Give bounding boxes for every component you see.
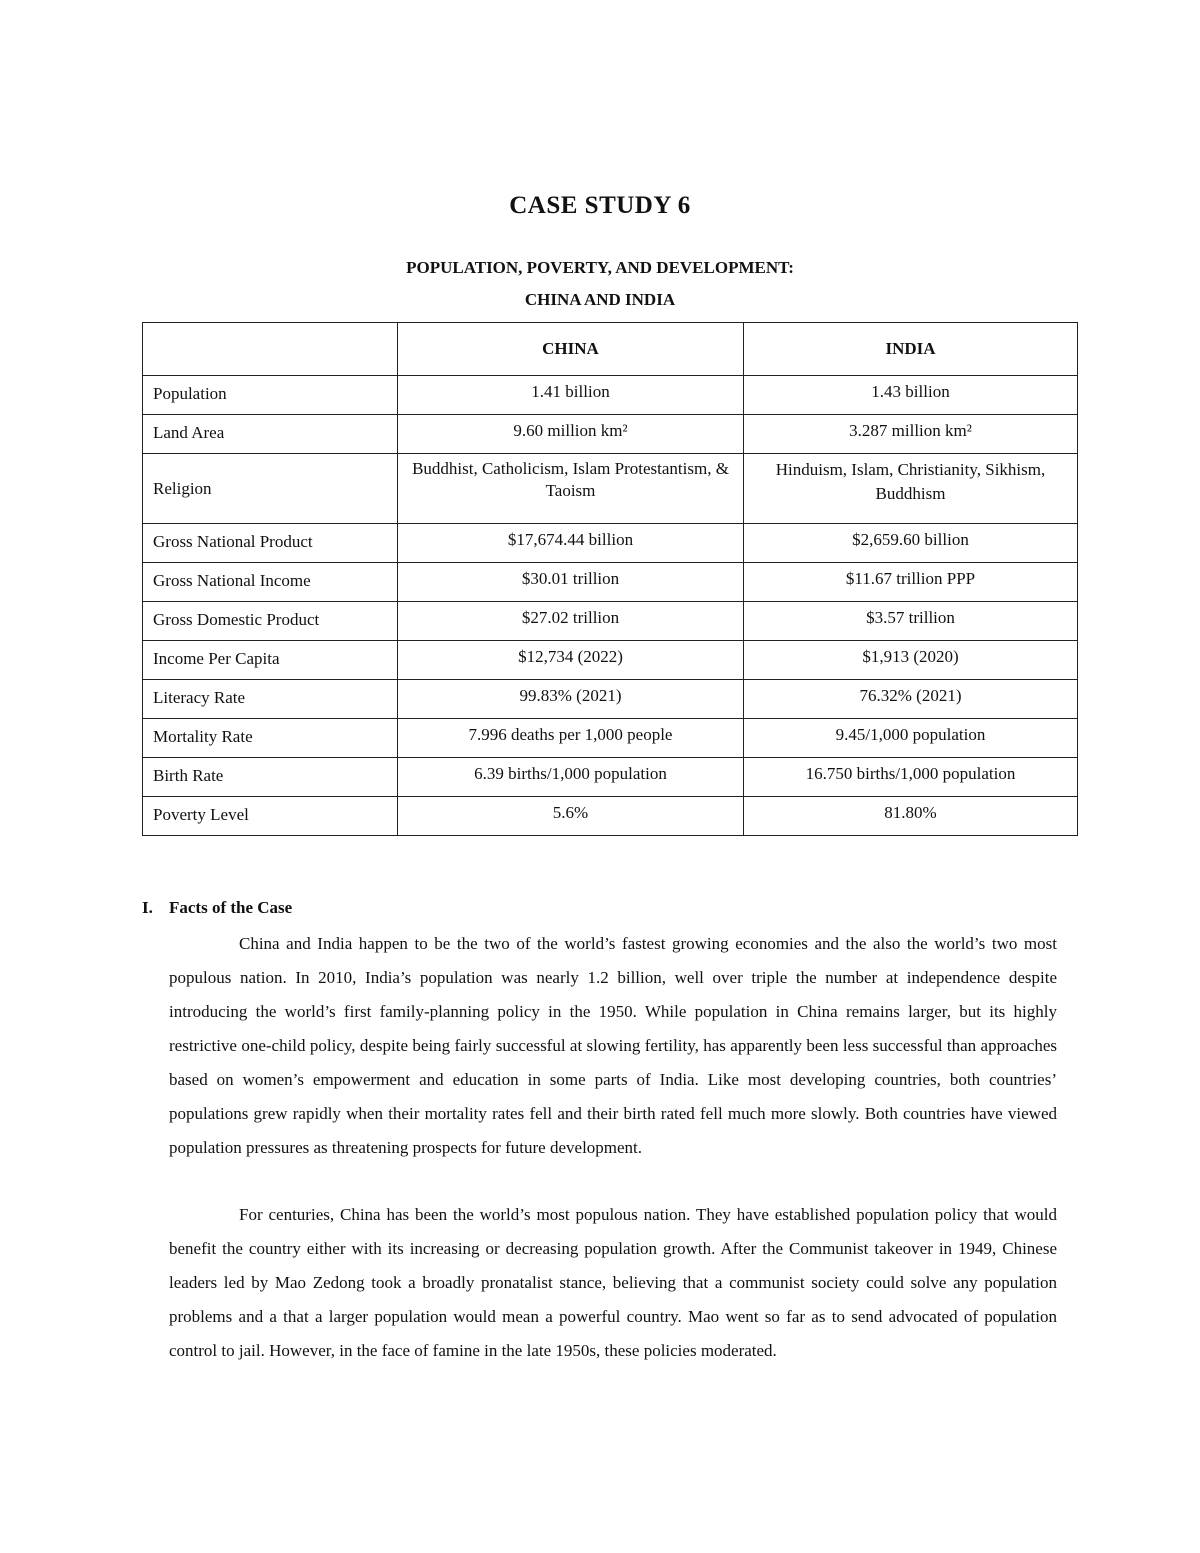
section-number: I. xyxy=(142,898,153,917)
paragraph: For centuries, China has been the world’s most populous nation. They have established population policy that would benefit the country either with its increasing or decreasing population growth. After the Communist takeover in 1949, Chinese leaders led by Mao Zedong took a broadly pronatalist stance, believing that a communist society could solve any population problems and a that a larger population would mean a powerful country. Mao went so far as to send advocated of population control to jail. However, in the face of famine in the late 1950s, these policies moderated. xyxy=(169,1205,1057,1360)
table-row xyxy=(143,641,1078,680)
row-label: Income Per Capita xyxy=(143,641,398,680)
china-value: 1.41 billion xyxy=(398,376,744,415)
india-value: 1.43 billion xyxy=(744,376,1078,415)
header-empty-cell xyxy=(143,323,398,376)
row-label: Birth Rate xyxy=(143,758,398,797)
table-row xyxy=(143,797,1078,836)
india-value: $11.67 trillion PPP xyxy=(744,563,1078,602)
india-value: 9.45/1,000 population xyxy=(744,719,1078,758)
header-china: CHINA xyxy=(398,323,744,376)
table-row xyxy=(143,719,1078,758)
row-label: Land Area xyxy=(143,415,398,454)
india-value: 3.287 million km² xyxy=(744,415,1078,454)
china-value: 99.83% (2021) xyxy=(398,680,744,719)
row-label: Mortality Rate xyxy=(143,719,398,758)
row-label: Gross National Income xyxy=(143,563,398,602)
row-label: Population xyxy=(143,376,398,415)
row-label: Gross Domestic Product xyxy=(143,602,398,641)
china-value: 7.996 deaths per 1,000 people xyxy=(398,719,744,758)
india-value: 76.32% (2021) xyxy=(744,680,1078,719)
table-row xyxy=(143,563,1078,602)
comparison-table xyxy=(142,322,1078,836)
china-value: $17,674.44 billion xyxy=(398,524,744,563)
india-value: $3.57 trillion xyxy=(744,602,1078,641)
china-value: 9.60 million km² xyxy=(398,415,744,454)
row-label: Religion xyxy=(143,454,398,524)
subtitle-line-2: CHINA AND INDIA xyxy=(524,290,676,309)
india-value: $2,659.60 billion xyxy=(744,524,1078,563)
table-row xyxy=(143,680,1078,719)
china-value: $27.02 trillion xyxy=(398,602,744,641)
row-label: Poverty Level xyxy=(143,797,398,836)
table-row xyxy=(143,376,1078,415)
table-row xyxy=(143,415,1078,454)
table-header-row xyxy=(143,323,1078,376)
china-value: 5.6% xyxy=(398,797,744,836)
section-heading-text: Facts of the Case xyxy=(169,898,293,917)
china-value: $30.01 trillion xyxy=(398,563,744,602)
page-title: CASE STUDY 6 xyxy=(509,192,691,219)
row-label: Gross National Product xyxy=(143,524,398,563)
table-row xyxy=(143,454,1078,524)
table-row xyxy=(143,524,1078,563)
india-value: 81.80% xyxy=(744,797,1078,836)
china-value: $12,734 (2022) xyxy=(398,641,744,680)
table-row xyxy=(143,758,1078,797)
section-heading xyxy=(142,898,292,918)
row-label: Literacy Rate xyxy=(143,680,398,719)
table-row xyxy=(143,602,1078,641)
subtitle-line-1: POPULATION, POVERTY, AND DEVELOPMENT: xyxy=(406,258,794,277)
india-value: 16.750 births/1,000 population xyxy=(744,758,1078,797)
india-value: Hinduism, Islam, Christianity, Sikhism, Buddhism xyxy=(744,454,1078,524)
china-value: 6.39 births/1,000 population xyxy=(398,758,744,797)
paragraph: China and India happen to be the two of the world’s fastest growing economies and the also the world’s two most populous nation. In 2010, India’s population was nearly 1.2 billion, well over triple the number at independence despite introducing the world’s first family-planning policy in the 1950. While population in China remains larger, but its highly restrictive one-child policy, despite being fairly successful at slowing fertility, has apparently been less successful than approaches based on women’s empowerment and education in some parts of India. Like most developing countries, both countries’ populations grew rapidly when their mortality rates fell and their birth rated fell much more slowly. Both countries have viewed population pressures as threatening prospects for future development. xyxy=(169,934,1057,1157)
china-value: Buddhist, Catholicism, Islam Protestantism, & Taoism xyxy=(398,454,744,524)
header-india: INDIA xyxy=(744,323,1078,376)
india-value: $1,913 (2020) xyxy=(744,641,1078,680)
